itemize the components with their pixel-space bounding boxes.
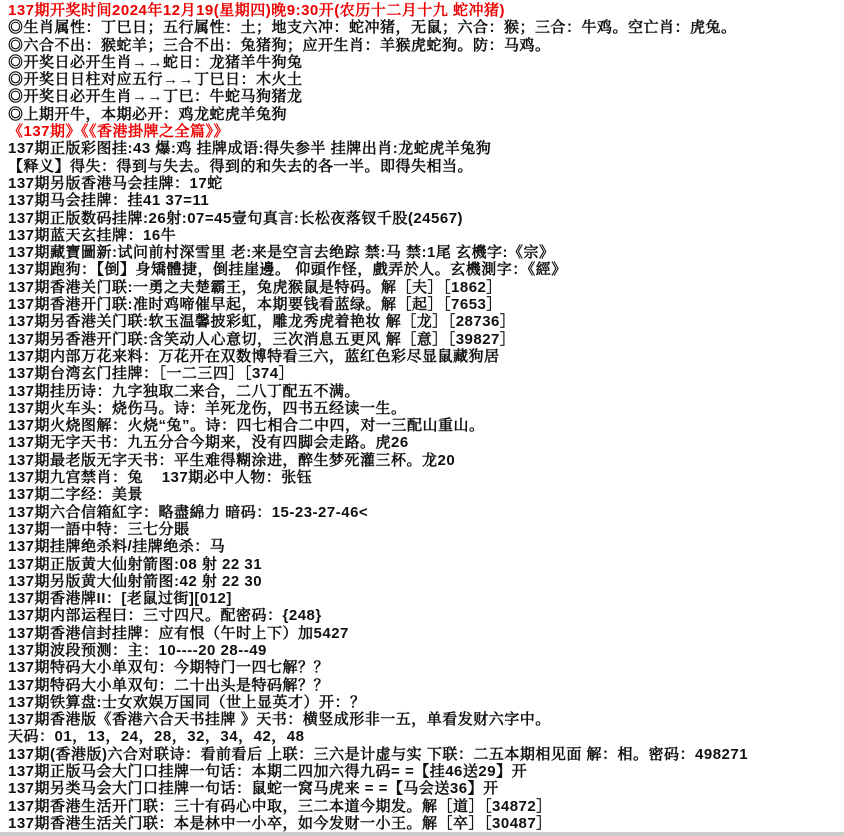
text-line: 137期香港生活开门联：三十有码心中取，三二本道今期发。解［道］［34872］: [8, 797, 552, 815]
text-line: 137期另香港关门联:软玉温馨披彩虹，雕龙秀虎着艳妆 解［龙］［28736］: [8, 313, 516, 331]
text-line: 天码：01，13，24，28，32，34，42，48: [8, 728, 305, 746]
text-line: 137期九宫禁肖：兔 137期必中人物：张钰: [8, 469, 313, 487]
text-line: 137期另版香港马会挂牌：17蛇: [8, 174, 223, 192]
text-line: 137期另香港开门联:含笑动人心意切，三次消息五更风 解［意］［39827］: [8, 330, 516, 348]
text-line: 137期正版马会大门口挂牌一句话：本期二四加六得九码= =【挂46送29】开: [8, 763, 528, 781]
text-line: ◎生肖属性：丁巳日；五行属性：土；地支六冲：蛇冲猪，无鼠；六合：猴；三合：牛鸡。空亡肖：虎兔。: [8, 19, 737, 37]
text-line: 137期一語中特：三七分賬: [8, 520, 190, 538]
text-line: 137期波段预测：主：10----20 28--49: [8, 641, 267, 659]
text-line: 137期马会挂牌：挂41 37=11: [8, 192, 210, 210]
text-line: 137期蓝天玄挂牌：16牛: [8, 226, 177, 244]
text-line: 137期无字天书：九五分合今期来，没有四脚会走路。虎26: [8, 434, 409, 452]
text-line: ◎上期开牛，本期必开：鸡龙蛇虎羊兔狗: [8, 105, 288, 123]
text-line: 137期内部万花来料：万花开在双数博特看三六，蓝红色彩尽显鼠藏狗居: [8, 347, 500, 365]
text-line: 137期正版彩图挂:43 爆:鸡 挂牌成语:得失参半 挂牌出肖:龙蛇虎羊兔狗: [8, 140, 492, 158]
text-line: 137期香港开门联:准时鸡啼催早起，本期要钱看蓝绿。解［起］［7653］: [8, 296, 502, 314]
text-line: 137期台湾玄门挂牌：［一二三四］［374］: [8, 365, 295, 383]
text-line: 137期挂牌绝杀料/挂牌绝杀：马: [8, 538, 226, 556]
text-line: ◎开奖日必开生肖→→丁巳：牛蛇马狗猪龙: [8, 88, 303, 106]
text-line: 137期铁算盘:士女欢娱万国同（世上显英才）开：？: [8, 693, 366, 711]
text-line: ◎六合不出：猴蛇羊；三合不出：兔猪狗；应开生肖：羊猴虎蛇狗。防：马鸡。: [8, 36, 551, 54]
text-line: 137期香港版《香港六合天书挂牌 》天书：横竖成形非一五，单看发财六字中。: [8, 711, 551, 729]
text-line: 137期香港信封挂牌：应有恨（午时上下）加5427: [8, 624, 349, 642]
text-line: 137期内部运程曰：三寸四尺。配密码：{248}: [8, 607, 322, 625]
text-line: 137期火烧图解：火烧“兔”。诗：四七相合二中四，对一三配山重山。: [8, 417, 485, 435]
text-line: 137期最老版无字天书：平生难得糊涂进，醉生梦死灌三杯。龙20: [8, 451, 456, 469]
text-line: 137期特码大小单双句：二十出头是特码解？？: [8, 676, 330, 694]
text-line: 137期正版数码挂牌:26射:07=45壹句真言:长松夜落钗千股(24567): [8, 209, 464, 227]
text-line: 137期二字经：美景: [8, 486, 144, 504]
highlight-text-line: 《137期》《《香港掛牌之全篇》》: [8, 123, 230, 141]
text-line: 137期跑狗：【倒】身矯體捷，倒挂崖邊。 仰頭作怪，戲弄於人。玄機測字：《經》: [8, 261, 567, 279]
text-line: 137期另类马会大门口挂牌一句话：鼠蛇一窝马虎来 = =【马会送36】开: [8, 780, 499, 798]
text-line: ◎开奖日必开生肖→→蛇日：龙猪羊牛狗兔: [8, 53, 303, 71]
text-line: 137期特码大小单双句：今期特门一四七解？？: [8, 659, 330, 677]
text-line: 【释义】得失：得到与失去。得到的和失去的各一半。即得失相当。: [8, 157, 474, 175]
highlight-text-line: 137期开奖时间2024年12月19(星期四)晚9:30开(农历十二月十九 蛇冲猪): [8, 2, 505, 19]
text-line: 137期挂历诗：九字独取二来合，二八丁配五不满。: [8, 382, 361, 400]
text-line: 137期火车头：烧伤马。诗：羊死龙伤，四书五经读一生。: [8, 399, 407, 417]
text-line: 137期六合信箱紅字：略盡綿力 暗码：15-23-27-46<: [8, 503, 369, 521]
text-line: 137期香港牌II：[老鼠过街][012]: [8, 590, 232, 608]
text-line: 137期正版黄大仙射箭图:08 射 22 31: [8, 555, 263, 573]
text-line: 137期另版黄大仙射箭图:42 射 22 30: [8, 572, 263, 590]
text-line: 137期香港生活关门联：本是林中一小卒，如今发财一小王。解［卒］［30487］: [8, 814, 552, 832]
text-line: ◎开奖日日柱对应五行→→丁巳日：木火土: [8, 71, 303, 89]
text-line: 137期香港关门联:一勇之夫楚霸王，兔虎猴鼠是特码。解［夫］［1862］: [8, 278, 502, 296]
text-line: 137期藏寶圖新:试问前村深雪里 老:来是空言去绝踪 禁:马 禁:1尾 玄機字:《宗》: [8, 244, 555, 262]
content-lines: [0, 2, 844, 832]
footer-strip: [0, 832, 844, 836]
text-line: 137期(香港版)六合对联诗：看前看后 上联：三六是计虚与实 下联：二五本期相见面 解：相。密码：498271: [8, 745, 749, 763]
